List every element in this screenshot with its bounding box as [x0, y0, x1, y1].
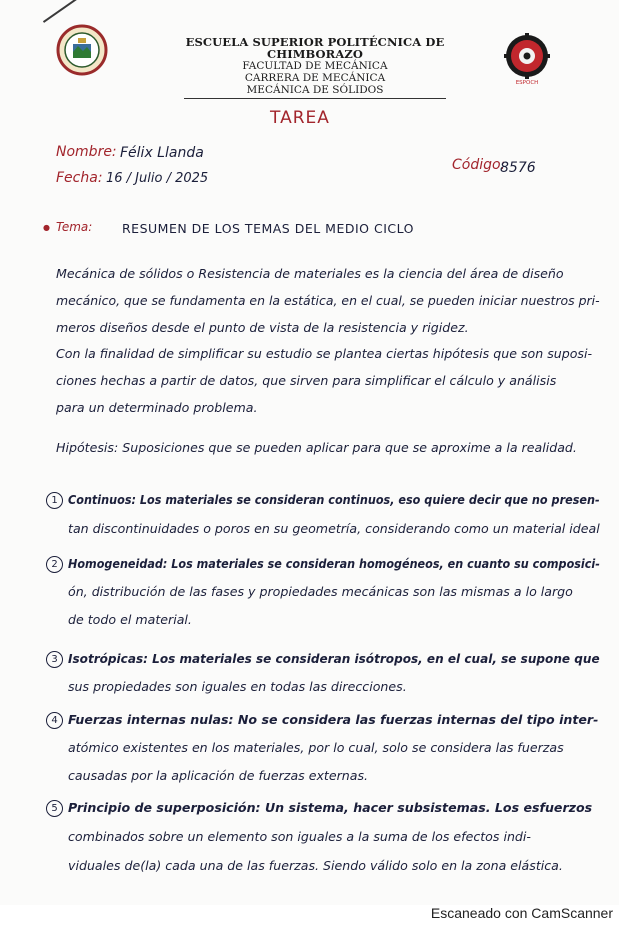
item-3-line: Isotrópicas: Los materiales se consideran isótropos, en el cual, se supone que: [68, 651, 600, 666]
page-title: TAREA: [270, 108, 330, 128]
camscanner-watermark: Escaneado con CamScanner: [430, 905, 613, 921]
item-3-line: sus propiedades son iguales en todas las direcciones.: [68, 679, 407, 694]
number-2-icon: 2: [46, 556, 63, 573]
name-label: Nombre:: [56, 144, 117, 160]
item-5-line: combinados sobre un elemento son iguales a la suma de los efectos indi-: [68, 829, 531, 844]
career-name: CARRERA DE MECÁNICA: [244, 72, 386, 84]
topic-value: RESUMEN DE LOS TEMAS DEL MEDIO CICLO: [122, 221, 414, 236]
logo-right-text: ESPOCH: [515, 80, 539, 86]
course-name: MECÁNICA DE SÓLIDOS: [246, 84, 384, 96]
hypothesis-line: Hipótesis: Suposiciones que se pueden aplicar para que se aproxime a la realidad.: [56, 440, 577, 455]
date-label: Fecha:: [56, 170, 103, 186]
item-1-line: tan discontinuidades o poros en su geometría, considerando como un material ideal: [68, 521, 600, 536]
school-name: ESCUELA SUPERIOR POLITÉCNICA DE CHIMBORAZO: [185, 35, 445, 61]
item-5-line: Principio de superposición: Un sistema, hacer subsistemas. Los esfuerzos: [68, 800, 593, 815]
intro-line: Mecánica de sólidos o Resistencia de materiales es la ciencia del área de diseño: [56, 266, 564, 281]
bullet-dot-icon: ●: [43, 223, 50, 232]
item-4-line: Fuerzas internas nulas: No se considera las fuerzas internas del tipo inter-: [68, 712, 599, 727]
intro-line: meros diseños desde el punto de vista de la resistencia y rigidez.: [56, 320, 469, 335]
espoch-crest-logo: [56, 24, 108, 76]
number-5-icon: 5: [46, 800, 63, 817]
item-1-line: Continuos: Los materiales se consideran continuos, eso quiere decir que no presen-: [68, 492, 600, 507]
faculty-gear-logo: [502, 32, 552, 86]
number-4-icon: 4: [46, 712, 63, 729]
item-2-line: de todo el material.: [68, 612, 192, 627]
item-4-line: causadas por la aplicación de fuerzas externas.: [68, 768, 369, 783]
item-2-line: Homogeneidad: Los materiales se consideran homogéneos, en cuanto su composici-: [68, 556, 600, 571]
intro-line: para un determinado problema.: [56, 400, 258, 415]
submission-date: 16 / Julio / 2025: [106, 171, 209, 186]
student-name: Félix Llanda: [120, 145, 204, 161]
number-3-icon: 3: [46, 651, 63, 668]
institution-header: [150, 36, 480, 99]
pen-stroke: [43, 0, 82, 23]
code-label: Código:: [452, 157, 506, 173]
item-2-line: ón, distribución de las fases y propiedades mecánicas son las mismas a lo largo: [68, 584, 573, 599]
intro-line: ciones hechas a partir de datos, que sirven para simplificar el cálculo y análisis: [56, 373, 557, 388]
student-code: 8576: [500, 160, 536, 176]
number-1-icon: 1: [46, 492, 63, 509]
header-divider: [184, 98, 446, 99]
item-5-line: viduales de(la) cada una de las fuerzas. Siendo válido solo en la zona elástica.: [68, 858, 563, 873]
intro-line: Con la finalidad de simplificar su estudio se plantea ciertas hipótesis que son suposi-: [56, 346, 593, 361]
intro-line: mecánico, que se fundamenta en la estática, en el cual, se pueden iniciar nuestros pri-: [56, 293, 600, 308]
item-4-line: atómico existentes en los materiales, por lo cual, solo se considera las fuerzas: [68, 740, 564, 755]
topic-label: Tema:: [56, 220, 93, 234]
faculty-name: FACULTAD DE MECÁNICA: [242, 60, 388, 72]
